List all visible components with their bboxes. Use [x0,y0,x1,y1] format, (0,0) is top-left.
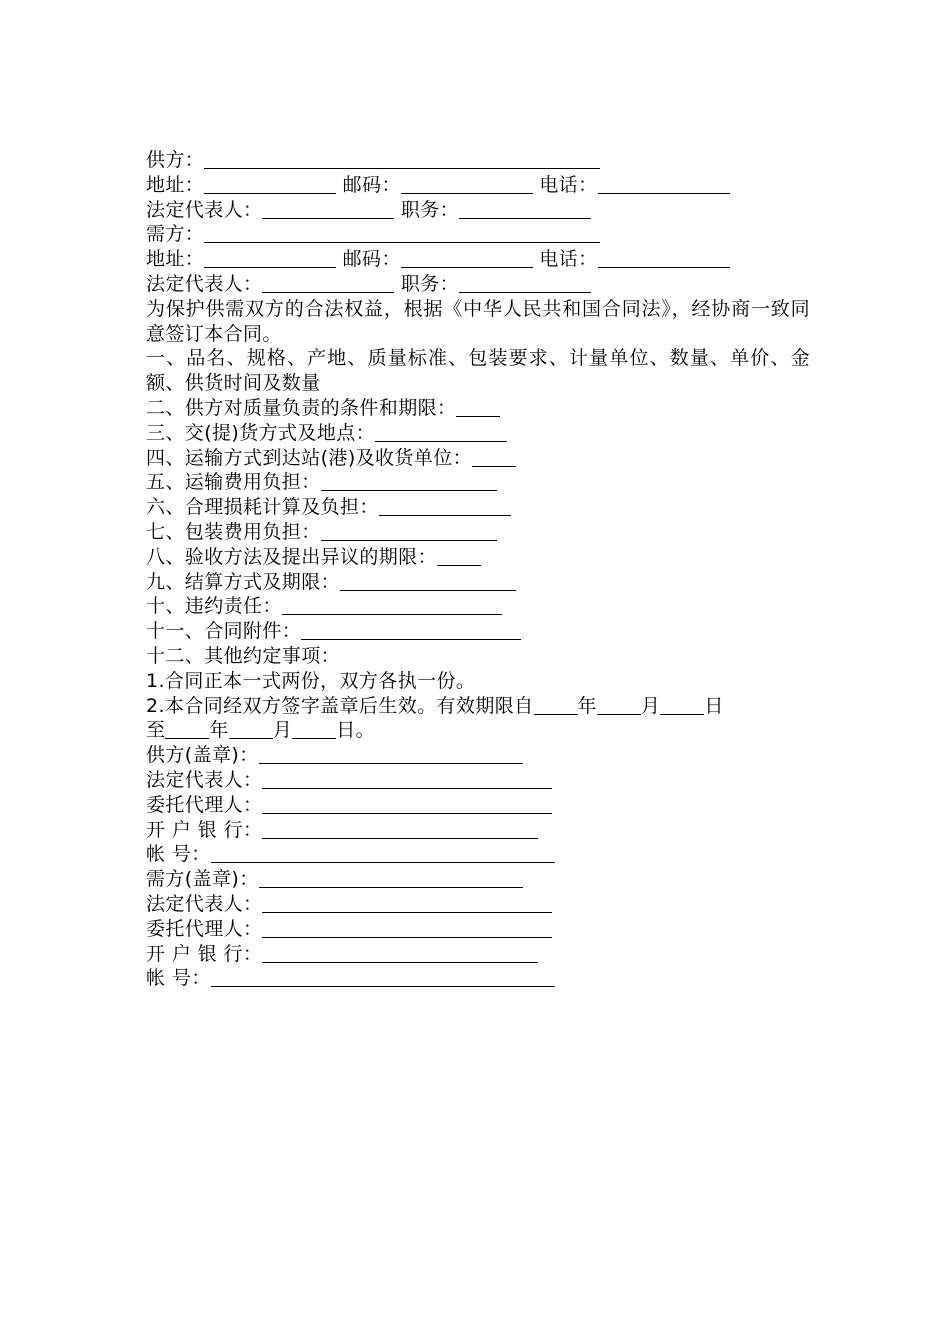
clause-8-label: 八、验收方法及提出异议的期限： [146,545,438,568]
clause-2 [146,396,810,421]
clause-5-label: 五、运输费用负担： [146,471,321,494]
supplier-agent-line [146,793,810,818]
clause-6 [146,495,810,520]
start-year-blank[interactable] [534,697,578,715]
legal-rep-blank[interactable] [262,275,394,293]
buyer-blank[interactable] [204,225,600,243]
legal-rep-label: 法定代表人： [146,272,263,295]
end-day-blank[interactable] [292,721,336,739]
address-blank[interactable] [204,250,336,268]
supplier-agent-label: 委托代理人： [146,793,263,816]
clause-4-blank[interactable] [472,449,516,467]
supplier-seal-line [146,743,810,768]
postcode-blank[interactable] [401,250,533,268]
clause-9-blank[interactable] [340,573,516,591]
buyer-account-blank[interactable] [211,969,555,987]
start-day-blank[interactable] [660,697,704,715]
phone-blank[interactable] [598,176,730,194]
legal-rep-blank[interactable] [262,201,394,219]
supplier-rep-line [146,198,810,223]
supplier-seal-label: 供方(盖章)： [146,744,259,767]
address-label: 地址： [146,173,205,196]
clause-7 [146,520,810,545]
clause-8-blank[interactable] [437,548,481,566]
buyer-line [146,222,810,247]
postcode-label: 邮码： [342,248,401,271]
buyer-legal-rep-blank[interactable] [262,895,552,913]
term-item-2-text: 2.本合同经双方签字盖章后生效。有效期限自 [146,694,534,717]
end-day-label: 日。 [336,719,376,742]
clause-3 [146,421,810,446]
postcode-blank[interactable] [401,176,533,194]
clause-7-label: 七、包装费用负担： [146,520,321,543]
supplier-bank-label: 开 户 银 行： [146,818,263,841]
term-item-2-end [146,718,810,743]
buyer-agent-label: 委托代理人： [146,917,263,940]
clause-9 [146,570,810,595]
clause-9-label: 九、结算方式及期限： [146,570,341,593]
buyer-label: 需方： [146,223,205,246]
supplier-account-blank[interactable] [211,845,555,863]
address-blank[interactable] [204,176,336,194]
supplier-agent-blank[interactable] [262,796,552,814]
clause-6-blank[interactable] [379,498,511,516]
phone-label: 电话： [539,173,598,196]
legal-rep-label: 法定代表人： [146,198,263,221]
clause-5-blank[interactable] [321,473,497,491]
clause-1: 一、品名、规格、产地、质量标准、包装要求、计量单位、数量、单价、金额、供货时间及数量 [146,347,810,395]
position-label: 职务： [400,272,460,295]
clause-6-label: 六、合理损耗计算及负担： [146,496,379,519]
to-label: 至 [146,719,166,742]
month-label: 月 [640,694,661,717]
clause-11-label: 十一、合同附件： [146,620,302,643]
intro-paragraph: 为保护供需双方的合法权益，根据《中华人民共和国合同法》，经协商一致同意签订本合同。 [146,297,810,345]
supplier-legal-rep-label: 法定代表人： [146,768,263,791]
position-label: 职务： [400,198,460,221]
year-label: 年 [209,719,229,742]
position-blank[interactable] [459,201,591,219]
buyer-bank-label: 开 户 银 行： [146,942,263,965]
position-blank[interactable] [459,275,591,293]
clause-7-blank[interactable] [321,523,497,541]
term-item-2 [146,694,810,719]
buyer-legal-rep-line [146,892,810,917]
supplier-bank-blank[interactable] [262,821,538,839]
supplier-bank-line [146,818,810,843]
buyer-rep-line [146,272,810,297]
buyer-bank-line [146,942,810,967]
clause-2-blank[interactable] [456,399,500,417]
postcode-label: 邮码： [342,173,401,196]
buyer-bank-blank[interactable] [262,945,538,963]
clause-8 [146,545,810,570]
supplier-legal-rep-line [146,768,810,793]
buyer-seal-label: 需方(盖章)： [146,868,259,891]
address-label: 地址： [146,248,205,271]
buyer-address-line [146,247,810,272]
supplier-legal-rep-blank[interactable] [262,771,552,789]
supplier-address-line [146,173,810,198]
clause-11 [146,619,810,644]
month-label: 月 [272,719,293,742]
end-month-blank[interactable] [229,721,273,739]
clause-3-blank[interactable] [375,424,507,442]
year-label: 年 [577,694,597,717]
clause-2-label: 二、供方对质量负责的条件和期限： [146,396,457,419]
supplier-account-label: 帐 号： [146,843,211,866]
start-month-blank[interactable] [597,697,641,715]
contract-body [146,148,810,991]
buyer-agent-line [146,917,810,942]
supplier-blank[interactable] [204,151,600,169]
buyer-agent-blank[interactable] [262,920,552,938]
clause-10 [146,594,810,619]
phone-label: 电话： [539,248,598,271]
end-year-blank[interactable] [165,721,209,739]
buyer-account-line [146,966,810,991]
supplier-label: 供方： [146,149,205,171]
clause-4-label: 四、运输方式到达站(港)及收货单位： [146,446,473,469]
clause-12-label: 十二、其他约定事项： [146,644,341,667]
buyer-seal-line [146,867,810,892]
buyer-seal-blank[interactable] [259,870,523,888]
clause-5 [146,470,810,495]
day-label: 日 [704,694,724,717]
supplier-seal-blank[interactable] [259,746,523,764]
clause-10-blank[interactable] [282,597,502,615]
term-item-1: 1.合同正本一式两份，双方各执一份。 [146,669,476,692]
clause-12 [146,644,810,669]
clause-11-blank[interactable] [301,622,521,640]
supplier-line [146,148,810,173]
buyer-legal-rep-label: 法定代表人： [146,892,263,915]
clause-3-label: 三、交(提)货方式及地点： [146,421,376,444]
clause-10-label: 十、违约责任： [146,595,282,618]
clause-4 [146,446,810,471]
supplier-account-line [146,842,810,867]
buyer-account-label: 帐 号： [146,967,211,990]
phone-blank[interactable] [598,250,730,268]
